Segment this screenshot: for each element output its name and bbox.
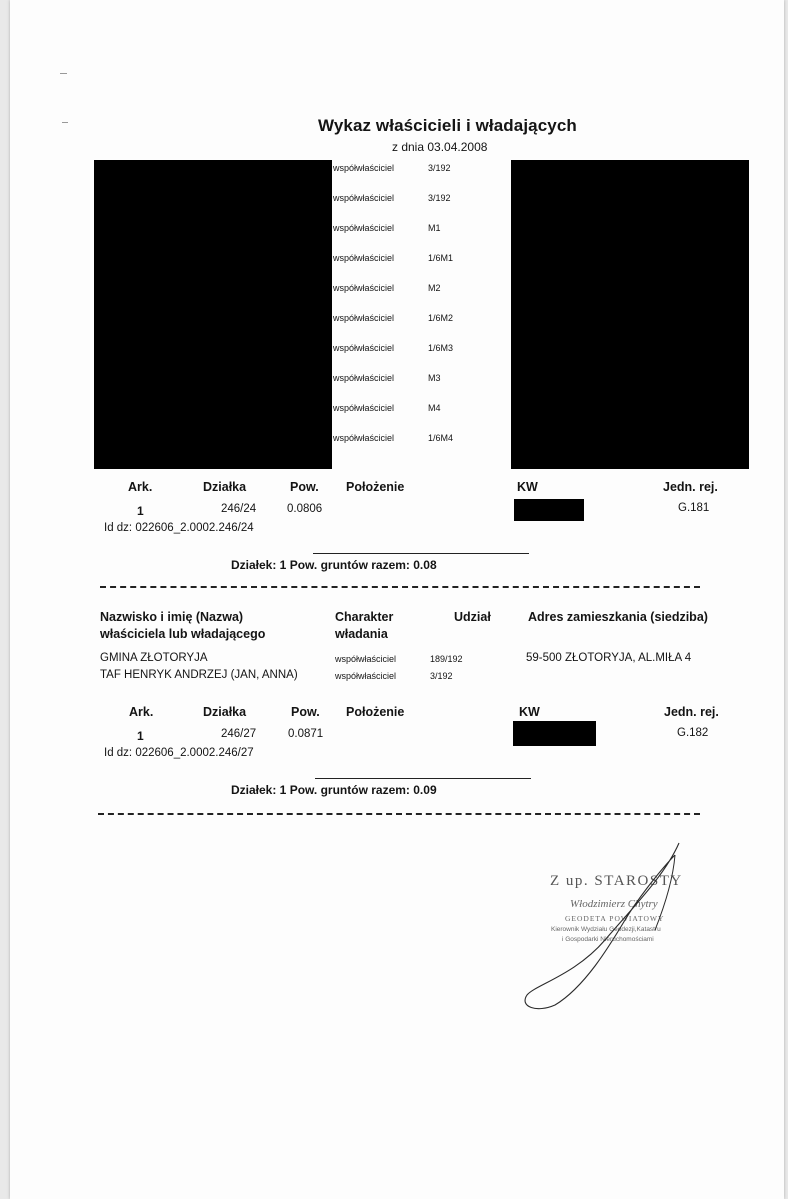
owner-share: M2 xyxy=(428,283,441,293)
summary-section1: Działek: 1 Pow. gruntów razem: 0.08 xyxy=(231,558,437,572)
redacted-block-addresses xyxy=(511,160,749,469)
header-name-line1: Nazwisko i imię (Nazwa) xyxy=(100,610,244,624)
header-pow: Pow. xyxy=(291,705,320,719)
summary-rule xyxy=(313,553,529,554)
header-dzialka: Działka xyxy=(203,705,247,719)
redacted-kw xyxy=(514,499,584,521)
owner-type: współwłaściciel xyxy=(333,163,395,173)
section-divider xyxy=(100,586,700,588)
parcel-number: 246/27 xyxy=(221,728,257,740)
redacted-block-names xyxy=(94,160,332,469)
owner-name: GMINA ZŁOTORYJA xyxy=(100,652,208,664)
owner-type: współwłaściciel xyxy=(333,403,395,413)
owner-type: współwłaściciel xyxy=(333,253,395,263)
handwritten-signature xyxy=(515,835,715,1020)
owner-address: 59-500 ZŁOTORYJA, AL.MIŁA 4 xyxy=(526,652,692,664)
parcel-ark: 1 xyxy=(137,504,144,518)
stamp-role: GEODETA POWIATOWY xyxy=(565,914,665,923)
summary-rule xyxy=(315,778,531,779)
stamp-line: Kierownik Wydziału Geodezji,Katastru xyxy=(551,926,661,933)
header-ark: Ark. xyxy=(128,480,153,494)
owner-type: współwłaściciel xyxy=(333,373,395,383)
parcel-ark: 1 xyxy=(137,729,144,743)
redacted-kw xyxy=(513,721,596,746)
owner-share: M4 xyxy=(428,403,441,413)
owner-share: 1/6M4 xyxy=(428,433,454,443)
header-character-line2: władania xyxy=(335,627,388,641)
header-jedn: Jedn. rej. xyxy=(663,480,718,494)
owner-type: współwłaściciel xyxy=(333,223,395,233)
stamp-title: Z up. STAROSTY xyxy=(550,873,683,889)
header-dzialka: Działka xyxy=(203,480,247,494)
parcel-area: 0.0871 xyxy=(288,728,324,740)
header-polozenie: Położenie xyxy=(346,480,405,494)
owner-share: M1 xyxy=(428,223,441,233)
section-divider xyxy=(98,813,700,815)
parcel-area: 0.0806 xyxy=(287,503,323,515)
owner-share: 1/6M1 xyxy=(428,253,454,263)
owner-share: 3/192 xyxy=(428,163,451,173)
owner-type: współwłaściciel xyxy=(335,654,397,664)
owner-type: współwłaściciel xyxy=(333,433,395,443)
header-address: Adres zamieszkania (siedziba) xyxy=(528,610,708,624)
owner-name: TAF HENRYK ANDRZEJ (JAN, ANNA) xyxy=(100,669,298,681)
owner-type: współwłaściciel xyxy=(333,193,395,203)
owner-type: współwłaściciel xyxy=(333,313,395,323)
header-name-line2: właściciela lub władającego xyxy=(100,627,266,641)
owner-share: 3/192 xyxy=(430,671,453,681)
stamp-line: i Gospodarki Nieruchomościami xyxy=(562,936,654,943)
header-jedn: Jedn. rej. xyxy=(664,705,719,719)
owner-share: M3 xyxy=(428,373,441,383)
owner-share: 3/192 xyxy=(428,193,451,203)
header-kw: KW xyxy=(517,480,538,494)
owner-type: współwłaściciel xyxy=(333,343,395,353)
parcel-id: Id dz: 022606_2.0002.246/27 xyxy=(104,747,254,759)
header-character-line1: Charakter xyxy=(335,610,394,624)
header-polozenie: Położenie xyxy=(346,705,405,719)
header-share: Udział xyxy=(454,610,491,624)
parcel-number: 246/24 xyxy=(221,503,257,515)
parcel-unit: G.182 xyxy=(677,727,709,739)
document-date: z dnia 03.04.2008 xyxy=(392,140,488,154)
owner-share: 1/6M2 xyxy=(428,313,454,323)
parcel-id: Id dz: 022606_2.0002.246/24 xyxy=(104,522,254,534)
header-kw: KW xyxy=(519,705,540,719)
header-pow: Pow. xyxy=(290,480,319,494)
owner-type: współwłaściciel xyxy=(335,671,397,681)
owner-share: 1/6M3 xyxy=(428,343,454,353)
summary-section2: Działek: 1 Pow. gruntów razem: 0.09 xyxy=(231,783,437,797)
document-title: Wykaz właścicieli i władających xyxy=(318,116,577,135)
owner-share: 189/192 xyxy=(430,654,463,664)
scan-mark xyxy=(62,122,68,123)
scan-mark xyxy=(60,73,67,74)
stamp-name: Włodzimierz Chytry xyxy=(570,898,658,910)
document-page xyxy=(10,0,784,1199)
header-ark: Ark. xyxy=(129,705,154,719)
parcel-unit: G.181 xyxy=(678,502,710,514)
owner-type: współwłaściciel xyxy=(333,283,395,293)
